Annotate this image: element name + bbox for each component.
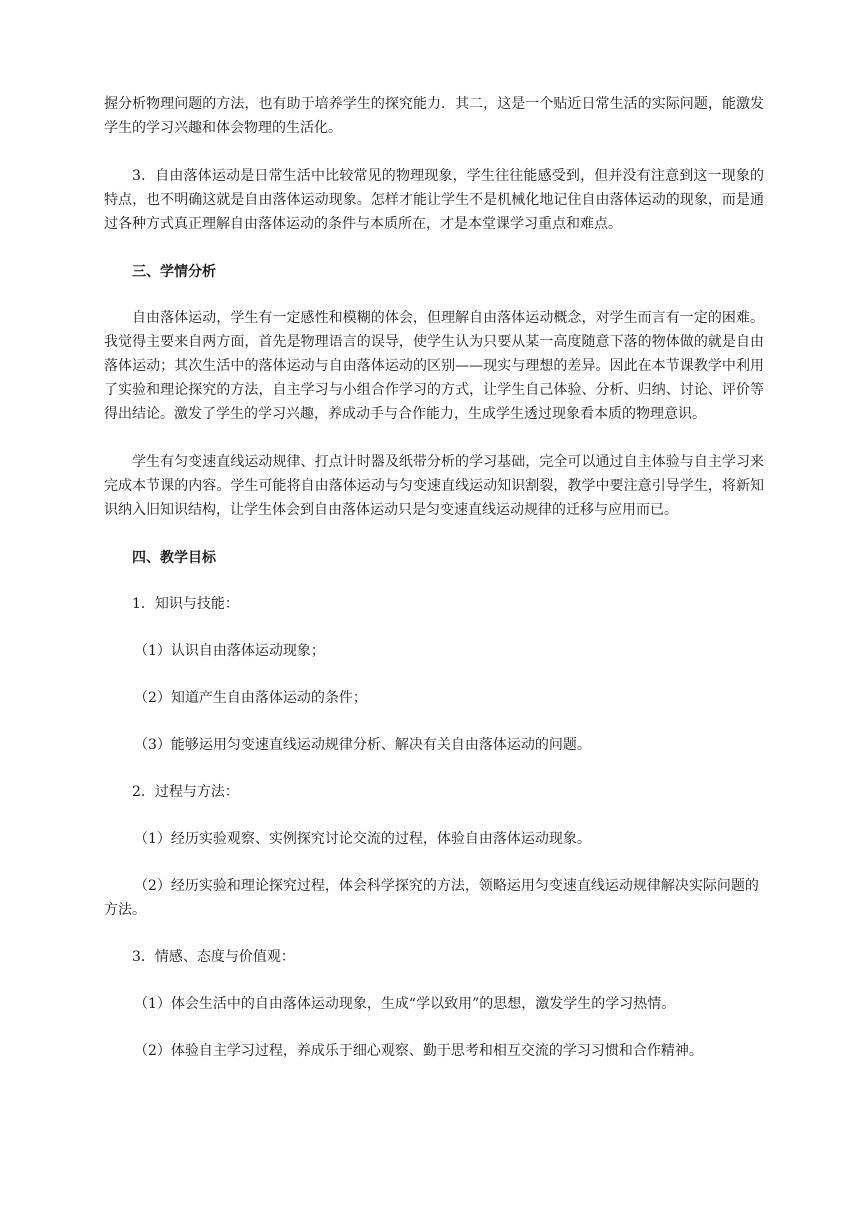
goal-knowledge-item-2: （2）知道产生自由落体运动的条件；	[134, 690, 367, 706]
goal-attitude-item-1: （1）体会生活中的自由落体运动现象，生成“学以致用”的思想，激发学生的学习热情。	[134, 996, 676, 1012]
goal-process-item-1: （1）经历实验观察、实例探究讨论交流的过程，体验自由落体运动现象。	[134, 831, 591, 847]
goal-attitude-item-2: （2）体验自主学习过程，养成乐于细心观察、勤于思考和相互交流的学习习惯和合作精神。	[134, 1043, 703, 1059]
goal-attitude-title: 3．情感、态度与价值观：	[132, 949, 295, 965]
learner-analysis-paragraph-1: 自由落体运动，学生有一定感性和模糊的体会，但理解自由落体运动概念，对学生而言有一定的困难。我觉得主要来自两方面，首先是物理语言的误导，使学生认为只要从某一高度随意下落的物体做的就是自由落体运动；其次生活中的落体运动与自由落体运动的区别——现实与理想的差异。因此在本节课教学中利用了实验和理论探究的方法，自主学习与小组合作学习的方式，让学生自己体验、分析、归纳、讨论、评价等得出结论。激发了学生的学习兴趣，养成动手与合作能力，生成学生透过现象看本质的物理意识。	[104, 310, 764, 422]
goal-knowledge-item-1: （1）认识自由落体运动现象；	[134, 643, 325, 659]
section-heading-teaching-goals: 四、教学目标	[132, 550, 216, 566]
goal-knowledge-title: 1．知识与技能：	[132, 596, 239, 612]
learner-analysis-paragraph-2: 学生有匀变速直线运动规律、打点计时器及纸带分析的学习基础，完全可以通过自主体验与自主学习来完成本节课的内容。学生可能将自由落体运动与匀变速直线运动知识割裂，教学中要注意引导学生，将新知识纳入旧知识结构，让学生体会到自由落体运动只是匀变速直线运动规律的迁移与应用而已。	[104, 454, 764, 518]
goal-process-title: 2．过程与方法：	[132, 784, 239, 800]
goal-process-item-2: （2）经历实验和理论探究过程，体会科学探究的方法，领略运用匀变速直线运动规律解决实际问题的方法。	[104, 878, 759, 918]
goal-knowledge-item-3: （3）能够运用匀变速直线运动规律分析、解决有关自由落体运动的问题。	[134, 737, 591, 753]
document-page	[104, 92, 764, 1086]
section-heading-learner-analysis: 三、学情分析	[132, 264, 216, 280]
paragraph-point-3: 3．自由落体运动是日常生活中比较常见的物理现象，学生往往能感受到，但并没有注意到这一现象的特点，也不明确这就是自由落体运动现象。怎样才能让学生不是机械化地记住自由落体运动的现象，而是通过各种方式真正理解自由落体运动的条件与本质所在，才是本堂课学习重点和难点。	[104, 168, 764, 232]
continued-paragraph: 握分析物理问题的方法，也有助于培养学生的探究能力．其二，这是一个贴近日常生活的实际问题，能激发学生的学习兴趣和体会物理的生活化。	[104, 96, 764, 136]
